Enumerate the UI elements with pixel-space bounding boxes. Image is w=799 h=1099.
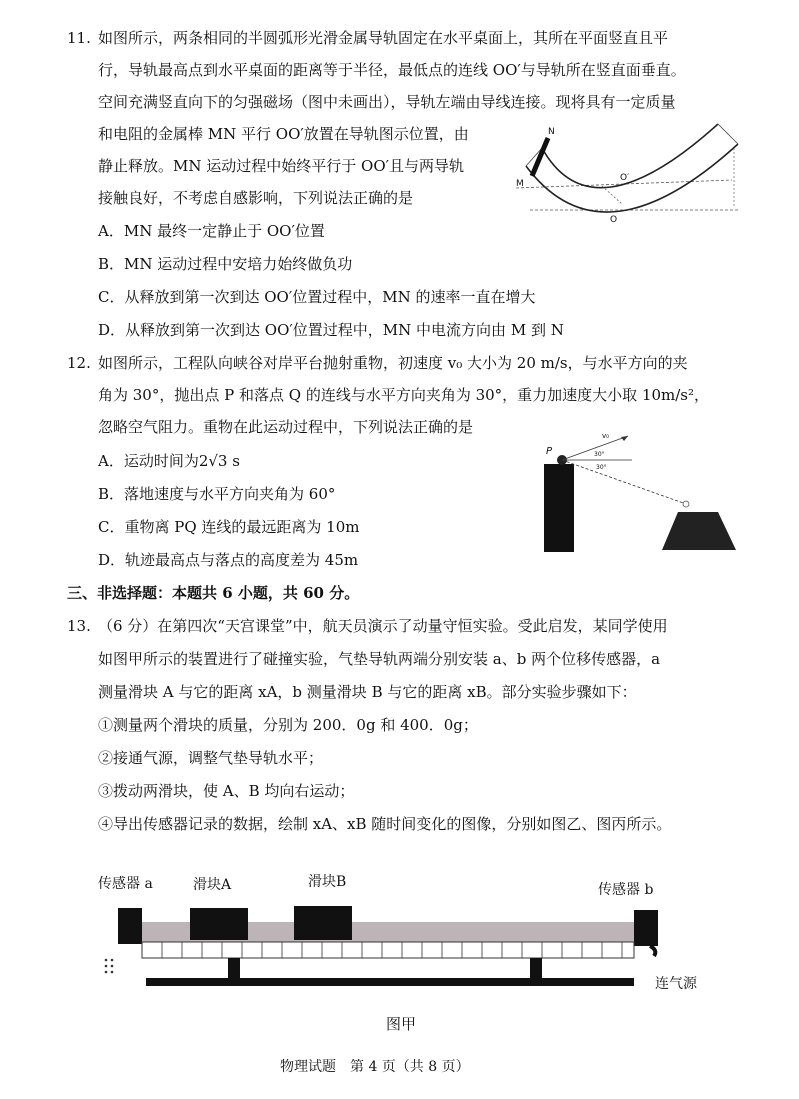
label-m: M xyxy=(516,179,524,189)
q11-number: 11. xyxy=(67,29,91,47)
q11-rail-figure xyxy=(512,118,742,228)
line-pq xyxy=(562,460,686,504)
q11-line-6: 接触良好，不考虑自感影响，下列说法正确的是 xyxy=(98,189,414,207)
q12-number: 12. xyxy=(67,354,91,372)
q11-option-b: B．MN 运动过程中安培力始终做负功 xyxy=(98,255,353,273)
dots-icon xyxy=(105,959,114,974)
q13-step-2: ②接通气源，调整气垫导轨水平； xyxy=(98,749,324,767)
q13-number: 13. xyxy=(67,617,91,635)
figure-caption: 图甲 xyxy=(386,1015,417,1033)
label-slider-b: 滑块B xyxy=(308,874,347,890)
q13-line-3: 测量滑块 A 与它的距离 xA，b 测量滑块 B 与它的距离 xB。部分实验步骤如下： xyxy=(98,683,637,701)
label-o: O xyxy=(610,215,618,225)
label-o-prime: O′ xyxy=(620,173,630,183)
section-3-heading: 三、非选择题：本题共 6 小题，共 60 分。 xyxy=(67,584,360,602)
q12-option-b: B．落地速度与水平方向夹角为 60° xyxy=(98,485,336,503)
q13-air-track-figure xyxy=(98,898,678,998)
q12-option-c: C．重物离 PQ 连线的最远距离为 10m xyxy=(98,518,360,536)
q11-line-5: 静止释放。MN 运动过程中始终平行于 OO′且与两导轨 xyxy=(98,157,465,175)
support-left xyxy=(228,958,240,980)
q12-line-2: 角为 30°，抛出点 P 和落点 Q 的连线与水平方向夹角为 30°，重力加速度大小取 10m/s²， xyxy=(98,386,710,404)
sensor-b xyxy=(634,910,658,946)
q13-line-2: 如图甲所示的装置进行了碰撞实验，气垫导轨两端分别安装 a、b 两个位移传感器，a xyxy=(98,650,661,668)
page-footer: 物理试题 第 4 页（共 8 页） xyxy=(280,1059,470,1075)
front-rail xyxy=(526,144,738,212)
q11-line-2: 行，导轨最高点到水平桌面的距离等于半径，最低点的连线 OO′与导轨所在竖直面垂直。 xyxy=(98,61,686,79)
q12-option-a: A．运动时间为2√3 s xyxy=(98,452,240,470)
label-slider-a: 滑块A xyxy=(193,877,232,893)
label-angle-down: 30° xyxy=(596,464,607,471)
q11-option-a: A．MN 最终一定静止于 OO′位置 xyxy=(98,222,325,240)
label-p: P xyxy=(546,446,553,457)
label-sensor-a: 传感器 a xyxy=(98,876,153,892)
back-rail xyxy=(542,124,718,188)
track-ruler xyxy=(142,942,634,958)
q12-line-3: 忽略空气阻力。重物在此运动过程中，下列说法正确的是 xyxy=(98,418,474,436)
q11-line-3: 空间充满竖直向下的匀强磁场（图中未画出），导轨左端由导线连接。现将具有一定质量 xyxy=(98,93,676,111)
q11-line-4: 和电阻的金属棒 MN 平行 OO′放置在导轨图示位置，由 xyxy=(98,125,469,143)
q11-option-d: D．从释放到第一次到达 OO′位置过程中，MN 中电流方向由 M 到 N xyxy=(98,321,564,339)
q11-option-c: C．从释放到第一次到达 OO′位置过程中，MN 的速率一直在增大 xyxy=(98,288,536,306)
label-air-source: 连气源 xyxy=(655,976,697,992)
q12-line-1: 如图所示，工程队向峡谷对岸平台抛射重物，初速度 v₀ 大小为 20 m/s，与水平方向的夹 xyxy=(98,354,688,372)
point-q xyxy=(683,501,689,507)
q12-option-d: D．轨迹最高点与落点的高度差为 45m xyxy=(98,551,359,569)
base-rail xyxy=(146,978,634,986)
label-angle-up: 30° xyxy=(594,451,605,458)
left-cliff xyxy=(544,464,574,552)
right-platform xyxy=(662,512,736,550)
q13-line-1: （6 分）在第四次“天宫课堂”中，航天员演示了动量守恒实验。受此启发，某同学使用 xyxy=(98,617,668,635)
q13-step-4: ④导出传感器记录的数据，绘制 xA、xB 随时间变化的图像，分别如图乙、图丙所示。 xyxy=(98,815,672,833)
sensor-a xyxy=(118,908,142,944)
q12-canyon-figure xyxy=(540,430,750,555)
rail-end-right xyxy=(718,124,738,144)
air-hose xyxy=(650,946,655,956)
q11-line-1: 如图所示，两条相同的半圆弧形光滑金属导轨固定在水平桌面上，其所在平面竖直且平 xyxy=(98,29,669,47)
o-o-prime-line xyxy=(602,186,622,204)
slider-b-block xyxy=(294,906,352,940)
label-n: N xyxy=(548,127,555,137)
support-right xyxy=(530,958,542,980)
label-sensor-b: 传感器 b xyxy=(598,882,654,898)
slider-a-block xyxy=(190,908,248,940)
q13-step-3: ③拨动两滑块，使 A、B 均向右运动； xyxy=(98,782,355,800)
q13-step-1: ①测量两个滑块的质量，分别为 200．0g 和 400．0g； xyxy=(98,716,478,734)
label-v0: v₀ xyxy=(602,432,609,440)
